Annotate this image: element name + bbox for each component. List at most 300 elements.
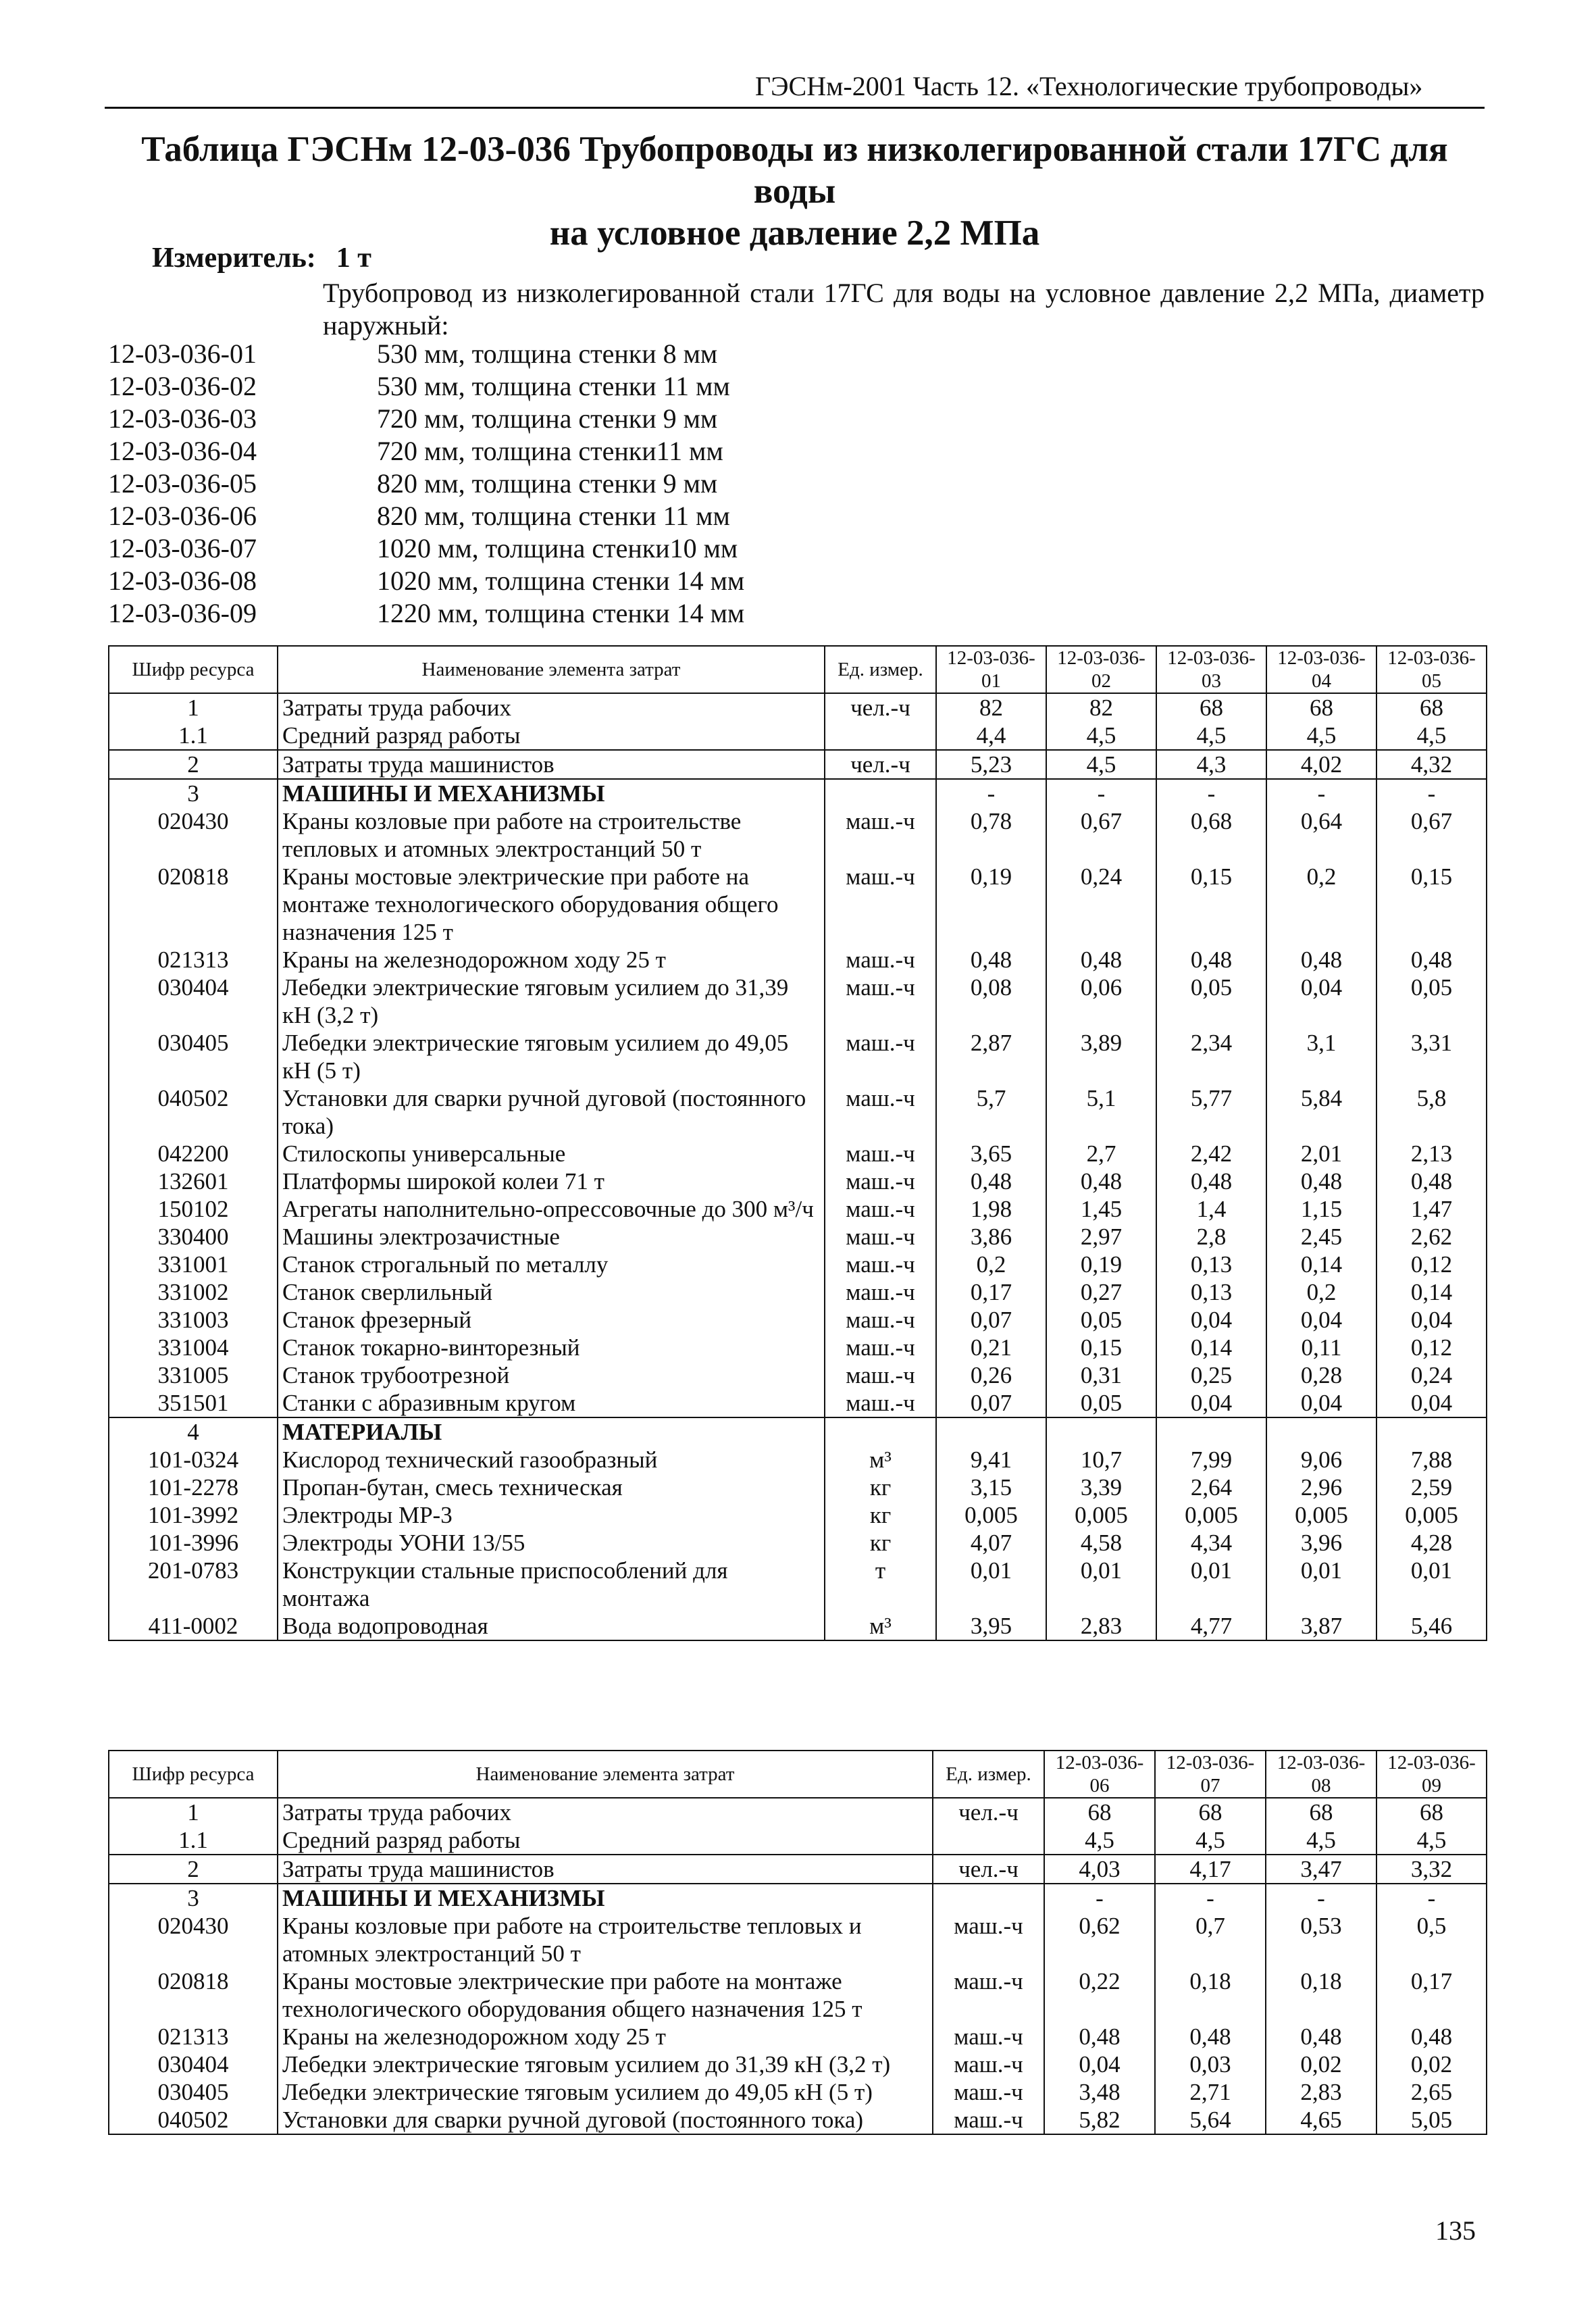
resource-value: 5,46 — [1376, 1612, 1487, 1640]
resource-name: Станок сверлильный — [278, 1278, 825, 1306]
resource-value: 3,89 — [1046, 1029, 1156, 1084]
code-list-item — [108, 403, 744, 435]
resource-value: 4,5 — [1376, 722, 1487, 750]
resource-name: МАШИНЫ И МЕХАНИЗМЫ — [278, 1884, 933, 1912]
header-code: Шифр ресурса — [109, 646, 278, 693]
resource-value: 4,5 — [1266, 1826, 1376, 1855]
table-row — [109, 1474, 1487, 1501]
table-row — [109, 1501, 1487, 1529]
resource-value: 0,2 — [1266, 1278, 1376, 1306]
table-row — [109, 863, 1487, 946]
resource-unit: маш.-ч — [933, 1912, 1044, 1967]
code-list-code: 12-03-036-06 — [108, 501, 257, 531]
table-row — [109, 1529, 1487, 1557]
resource-value: 0,68 — [1156, 807, 1266, 863]
resource-value: 3,86 — [936, 1223, 1046, 1251]
resource-value: 0,005 — [1266, 1501, 1376, 1529]
resource-value: 5,64 — [1155, 2106, 1266, 2134]
measure-value: 1 т — [336, 243, 371, 274]
resource-code: 201-0783 — [109, 1557, 278, 1612]
resource-value: 0,18 — [1266, 1967, 1376, 2023]
resource-value: 0,7 — [1155, 1912, 1266, 1967]
resource-value — [1046, 1417, 1156, 1446]
resource-name: МАТЕРИАЛЫ — [278, 1417, 825, 1446]
resource-value: 4,02 — [1266, 750, 1376, 779]
code-list-text: 1220 мм, толщина стенки 14 мм — [377, 598, 745, 628]
resource-code: 132601 — [109, 1167, 278, 1195]
resource-unit: маш.-ч — [933, 1967, 1044, 2023]
resource-name: Станок трубоотрезной — [278, 1361, 825, 1389]
code-list-text: 820 мм, толщина стенки 11 мм — [377, 501, 730, 531]
resource-value: 4,03 — [1044, 1855, 1155, 1884]
column-header: 12-03-036-09 — [1376, 1751, 1487, 1798]
header-code: Шифр ресурса — [109, 1751, 278, 1798]
resource-value: 5,7 — [936, 1084, 1046, 1140]
table-row — [109, 1223, 1487, 1251]
table-row — [109, 1884, 1487, 1912]
resource-unit: маш.-ч — [825, 1167, 936, 1195]
resource-code: 3 — [109, 779, 278, 807]
resource-value: 2,97 — [1046, 1223, 1156, 1251]
code-list-text: 1020 мм, толщина стенки10 мм — [377, 533, 738, 563]
resource-value: 4,5 — [1155, 1826, 1266, 1855]
resource-value: 2,83 — [1046, 1612, 1156, 1640]
resource-value: 0,25 — [1156, 1361, 1266, 1389]
resource-value: 10,7 — [1046, 1446, 1156, 1474]
resource-value: 4,5 — [1046, 722, 1156, 750]
table-row — [109, 722, 1487, 750]
resource-value: 0,48 — [1376, 2023, 1487, 2051]
resource-unit: маш.-ч — [825, 1195, 936, 1223]
pipeline-description: Трубопровод из низколегированной стали 17ГС для воды на условное давление 2,2 МПа, диаметр наружный: — [323, 278, 1485, 341]
table-row — [109, 2051, 1487, 2078]
resource-code: 330400 — [109, 1223, 278, 1251]
resource-value: 0,19 — [1046, 1251, 1156, 1278]
resource-value: 0,14 — [1156, 1334, 1266, 1361]
resource-code: 042200 — [109, 1140, 278, 1167]
resource-code: 150102 — [109, 1195, 278, 1223]
resource-value: 0,15 — [1046, 1334, 1156, 1361]
column-header: 12-03-036-03 — [1156, 646, 1266, 693]
resource-value: 0,17 — [1376, 1967, 1487, 2023]
code-list-item — [108, 597, 744, 630]
resource-value: 0,26 — [936, 1361, 1046, 1389]
resource-value: - — [1156, 779, 1266, 807]
resource-unit: маш.-ч — [825, 1389, 936, 1417]
resource-code: 021313 — [109, 2023, 278, 2051]
resource-name: Установки для сварки ручной дуговой (постоянного тока) — [278, 1084, 825, 1140]
resource-unit: чел.-ч — [933, 1855, 1044, 1884]
resource-value: 2,64 — [1156, 1474, 1266, 1501]
code-list-code: 12-03-036-07 — [108, 533, 257, 563]
resource-value: 0,01 — [1376, 1557, 1487, 1612]
resource-name: Стилоскопы универсальные — [278, 1140, 825, 1167]
resource-value: 0,48 — [1266, 2023, 1376, 2051]
code-list-text: 720 мм, толщина стенки11 мм — [377, 436, 723, 466]
resource-value: 2,96 — [1266, 1474, 1376, 1501]
resource-unit — [825, 722, 936, 750]
resource-value: 0,48 — [1046, 1167, 1156, 1195]
resource-value: 0,48 — [1266, 1167, 1376, 1195]
resource-code: 020430 — [109, 807, 278, 863]
resource-value: 0,01 — [1156, 1557, 1266, 1612]
resource-unit — [825, 1417, 936, 1446]
resource-unit: чел.-ч — [933, 1798, 1044, 1826]
code-list — [108, 338, 744, 630]
resource-value: 68 — [1155, 1798, 1266, 1826]
resource-code: 030405 — [109, 1029, 278, 1084]
resource-value: 68 — [1376, 693, 1487, 722]
resource-value: 0,12 — [1376, 1251, 1487, 1278]
resource-value: 4,4 — [936, 722, 1046, 750]
table-title — [105, 128, 1485, 254]
table-row — [109, 693, 1487, 722]
resource-code: 101-3992 — [109, 1501, 278, 1529]
resource-value: 68 — [1156, 693, 1266, 722]
measure — [152, 242, 371, 274]
resource-value: - — [1376, 779, 1487, 807]
resource-name: Краны на железнодорожном ходу 25 т — [278, 946, 825, 974]
resource-code: 040502 — [109, 1084, 278, 1140]
resource-name: Пропан-бутан, смесь техническая — [278, 1474, 825, 1501]
resource-value: 0,67 — [1376, 807, 1487, 863]
resource-value: 4,5 — [1376, 1826, 1487, 1855]
resource-code: 101-0324 — [109, 1446, 278, 1474]
resource-value: 0,04 — [1266, 974, 1376, 1029]
code-list-item — [108, 500, 744, 532]
resource-unit: маш.-ч — [825, 1084, 936, 1140]
resource-unit: кг — [825, 1474, 936, 1501]
table-row — [109, 1029, 1487, 1084]
resource-value: 9,06 — [1266, 1446, 1376, 1474]
resource-value: - — [1376, 1884, 1487, 1912]
resource-unit — [933, 1826, 1044, 1855]
resource-value: 0,19 — [936, 863, 1046, 946]
resource-value: 0,04 — [1044, 2051, 1155, 2078]
resource-value: 0,14 — [1266, 1251, 1376, 1278]
resource-value: 2,59 — [1376, 1474, 1487, 1501]
column-header: 12-03-036-04 — [1266, 646, 1376, 693]
resource-value: 0,005 — [1156, 1501, 1266, 1529]
column-header: 12-03-036-06 — [1044, 1751, 1155, 1798]
resource-value: - — [1155, 1884, 1266, 1912]
resource-value: 3,32 — [1376, 1855, 1487, 1884]
resource-value: 0,5 — [1376, 1912, 1487, 1967]
table-row — [109, 1251, 1487, 1278]
resource-value: 9,41 — [936, 1446, 1046, 1474]
resource-value: 2,45 — [1266, 1223, 1376, 1251]
measure-label: Измеритель: — [152, 243, 316, 274]
resource-name: Краны козловые при работе на строительстве тепловых и атомных электростанций 50 т — [278, 1912, 933, 1967]
resource-value: 0,02 — [1376, 2051, 1487, 2078]
resource-unit: м³ — [825, 1446, 936, 1474]
table-row — [109, 1855, 1487, 1884]
resource-value: 4,77 — [1156, 1612, 1266, 1640]
header-name: Наименование элемента затрат — [278, 646, 825, 693]
resource-value: 3,39 — [1046, 1474, 1156, 1501]
resource-unit: кг — [825, 1529, 936, 1557]
resource-name: Электроды УОНИ 13/55 — [278, 1529, 825, 1557]
resource-value: 2,7 — [1046, 1140, 1156, 1167]
resource-value: 0,15 — [1376, 863, 1487, 946]
resource-value — [1266, 1417, 1376, 1446]
code-list-text: 530 мм, толщина стенки 11 мм — [377, 371, 730, 401]
resource-value: 0,04 — [1156, 1306, 1266, 1334]
title-line-1: Таблица ГЭСНм 12-03-036 Трубопроводы из низколегированной стали 17ГС для воды — [141, 130, 1448, 211]
table-row — [109, 2078, 1487, 2106]
resource-value: 1,98 — [936, 1195, 1046, 1223]
table-row — [109, 807, 1487, 863]
resource-value: 0,07 — [936, 1306, 1046, 1334]
resource-value: 0,07 — [936, 1389, 1046, 1417]
resource-value: 1,45 — [1046, 1195, 1156, 1223]
resource-value: 0,27 — [1046, 1278, 1156, 1306]
resource-value: 0,24 — [1376, 1361, 1487, 1389]
code-list-text: 1020 мм, толщина стенки 14 мм — [377, 565, 745, 596]
resource-value: 0,05 — [1376, 974, 1487, 1029]
column-header: 12-03-036-05 — [1376, 646, 1487, 693]
resource-unit: маш.-ч — [825, 1334, 936, 1361]
resource-value: 0,2 — [936, 1251, 1046, 1278]
resource-value: - — [936, 779, 1046, 807]
resource-value: 0,02 — [1266, 2051, 1376, 2078]
resource-value: 0,53 — [1266, 1912, 1376, 1967]
resource-value: 0,24 — [1046, 863, 1156, 946]
resource-unit: маш.-ч — [825, 863, 936, 946]
resource-value: 0,48 — [1046, 946, 1156, 974]
table-row — [109, 750, 1487, 779]
resource-value: 0,04 — [1376, 1306, 1487, 1334]
resource-unit: маш.-ч — [825, 807, 936, 863]
resource-table-1 — [108, 645, 1487, 1641]
resource-value: 2,13 — [1376, 1140, 1487, 1167]
resource-value: 0,48 — [1044, 2023, 1155, 2051]
resource-value: 5,1 — [1046, 1084, 1156, 1140]
page-number: 135 — [1435, 2215, 1476, 2246]
table-row — [109, 1967, 1487, 2023]
resource-value: 0,78 — [936, 807, 1046, 863]
resource-value: 82 — [936, 693, 1046, 722]
resource-value: 2,8 — [1156, 1223, 1266, 1251]
resource-value: 0,64 — [1266, 807, 1376, 863]
code-list-item — [108, 532, 744, 565]
resource-value: 3,1 — [1266, 1029, 1376, 1084]
resource-code: 331004 — [109, 1334, 278, 1361]
resource-name: Станок строгальный по металлу — [278, 1251, 825, 1278]
resource-name: Краны козловые при работе на строительстве тепловых и атомных электростанций 50 т — [278, 807, 825, 863]
resource-value: 5,84 — [1266, 1084, 1376, 1140]
resource-value — [936, 1417, 1046, 1446]
table-row — [109, 1334, 1487, 1361]
table-row — [109, 1167, 1487, 1195]
resource-value: 5,82 — [1044, 2106, 1155, 2134]
table-row — [109, 946, 1487, 974]
resource-value: 0,48 — [1266, 946, 1376, 974]
resource-value: 4,17 — [1155, 1855, 1266, 1884]
resource-code: 2 — [109, 750, 278, 779]
resource-name: Агрегаты наполнительно-опрессовочные до 300 м³/ч — [278, 1195, 825, 1223]
code-list-item — [108, 370, 744, 403]
resource-value: 3,31 — [1376, 1029, 1487, 1084]
resource-code: 020430 — [109, 1912, 278, 1967]
resource-value: 0,03 — [1155, 2051, 1266, 2078]
table-row — [109, 1195, 1487, 1223]
table-row — [109, 1798, 1487, 1826]
resource-name: МАШИНЫ И МЕХАНИЗМЫ — [278, 779, 825, 807]
resource-unit: маш.-ч — [825, 1029, 936, 1084]
table-row — [109, 2106, 1487, 2134]
resource-value: 3,96 — [1266, 1529, 1376, 1557]
column-header: 12-03-036-07 — [1155, 1751, 1266, 1798]
resource-code: 020818 — [109, 863, 278, 946]
resource-value: 2,01 — [1266, 1140, 1376, 1167]
code-list-code: 12-03-036-08 — [108, 565, 257, 596]
resource-unit: маш.-ч — [825, 1140, 936, 1167]
resource-code: 040502 — [109, 2106, 278, 2134]
resource-value: 0,05 — [1156, 974, 1266, 1029]
table-row — [109, 1140, 1487, 1167]
table-row — [109, 1446, 1487, 1474]
header-name: Наименование элемента затрат — [278, 1751, 933, 1798]
resource-code: 1 — [109, 693, 278, 722]
code-list-text: 720 мм, толщина стенки 9 мм — [377, 403, 718, 434]
resource-value: 68 — [1044, 1798, 1155, 1826]
resource-name: Вода водопроводная — [278, 1612, 825, 1640]
resource-value: 3,65 — [936, 1140, 1046, 1167]
resource-unit: маш.-ч — [933, 2106, 1044, 2134]
column-header: 12-03-036-02 — [1046, 646, 1156, 693]
resource-value: 4,3 — [1156, 750, 1266, 779]
resource-name: Станок фрезерный — [278, 1306, 825, 1334]
resource-unit: маш.-ч — [825, 1278, 936, 1306]
code-list-code: 12-03-036-09 — [108, 598, 257, 628]
resource-unit: маш.-ч — [933, 2078, 1044, 2106]
resource-value: 0,62 — [1044, 1912, 1155, 1967]
code-list-item — [108, 468, 744, 500]
table-row — [109, 1361, 1487, 1389]
resource-value: 0,15 — [1156, 863, 1266, 946]
resource-value: 0,67 — [1046, 807, 1156, 863]
resource-value: 4,5 — [1044, 1826, 1155, 1855]
resource-value: 0,005 — [936, 1501, 1046, 1529]
table-row — [109, 1084, 1487, 1140]
resource-value: 0,11 — [1266, 1334, 1376, 1361]
resource-value: 3,95 — [936, 1612, 1046, 1640]
resource-value: 7,88 — [1376, 1446, 1487, 1474]
resource-unit: маш.-ч — [825, 974, 936, 1029]
resource-value: 0,04 — [1266, 1389, 1376, 1417]
resource-unit: маш.-ч — [825, 1251, 936, 1278]
resource-unit: маш.-ч — [933, 2023, 1044, 2051]
resource-value: 0,04 — [1156, 1389, 1266, 1417]
resource-value: 0,04 — [1376, 1389, 1487, 1417]
resource-value: 4,65 — [1266, 2106, 1376, 2134]
table-row — [109, 1417, 1487, 1446]
resource-value: 0,2 — [1266, 863, 1376, 946]
table-row — [109, 974, 1487, 1029]
resource-name: Электроды МР-3 — [278, 1501, 825, 1529]
resource-unit: чел.-ч — [825, 693, 936, 722]
resource-unit: чел.-ч — [825, 750, 936, 779]
resource-unit: кг — [825, 1501, 936, 1529]
resource-value: 0,01 — [1046, 1557, 1156, 1612]
resource-name: Краны мостовые электрические при работе на монтаже технологического оборудования общего назначения 125 т — [278, 1967, 933, 2023]
resource-value: 5,23 — [936, 750, 1046, 779]
resource-value: 0,14 — [1376, 1278, 1487, 1306]
resource-code: 331005 — [109, 1361, 278, 1389]
resource-value: 0,12 — [1376, 1334, 1487, 1361]
resource-value: 82 — [1046, 693, 1156, 722]
resource-value: 2,87 — [936, 1029, 1046, 1084]
header-rule — [105, 107, 1485, 109]
resource-value: 0,17 — [936, 1278, 1046, 1306]
resource-value: 2,34 — [1156, 1029, 1266, 1084]
resource-unit: т — [825, 1557, 936, 1612]
resource-code: 331003 — [109, 1306, 278, 1334]
table-row — [109, 2023, 1487, 2051]
resource-value: - — [1266, 1884, 1376, 1912]
resource-value: 68 — [1266, 693, 1376, 722]
resource-value: - — [1046, 779, 1156, 807]
code-list-text: 530 мм, толщина стенки 8 мм — [377, 338, 718, 369]
resource-value: 5,8 — [1376, 1084, 1487, 1140]
resource-name: Станки с абразивным кругом — [278, 1389, 825, 1417]
header-unit: Ед. измер. — [825, 646, 936, 693]
resource-value: 2,71 — [1155, 2078, 1266, 2106]
resource-code: 1.1 — [109, 722, 278, 750]
resource-code: 030404 — [109, 2051, 278, 2078]
resource-value: 0,01 — [936, 1557, 1046, 1612]
resource-unit: маш.-ч — [825, 946, 936, 974]
resource-value: 0,18 — [1155, 1967, 1266, 2023]
resource-code: 030404 — [109, 974, 278, 1029]
resource-code: 4 — [109, 1417, 278, 1446]
resource-unit — [825, 779, 936, 807]
resource-value: 68 — [1266, 1798, 1376, 1826]
resource-code: 3 — [109, 1884, 278, 1912]
resource-value: 0,31 — [1046, 1361, 1156, 1389]
resource-unit: маш.-ч — [825, 1223, 936, 1251]
resource-value: 3,47 — [1266, 1855, 1376, 1884]
resource-value: 0,04 — [1266, 1306, 1376, 1334]
resource-table-2 — [108, 1750, 1487, 2135]
resource-value: 0,005 — [1046, 1501, 1156, 1529]
resource-value: 0,48 — [1156, 1167, 1266, 1195]
resource-value: 0,48 — [1376, 946, 1487, 974]
resource-value: 0,21 — [936, 1334, 1046, 1361]
resource-value: 4,5 — [1156, 722, 1266, 750]
column-header: 12-03-036-08 — [1266, 1751, 1376, 1798]
table-row — [109, 1557, 1487, 1612]
code-list-item — [108, 565, 744, 597]
resource-value: 4,32 — [1376, 750, 1487, 779]
resource-value: 3,87 — [1266, 1612, 1376, 1640]
resource-value: 3,15 — [936, 1474, 1046, 1501]
resource-value: 0,22 — [1044, 1967, 1155, 2023]
resource-value: 1,47 — [1376, 1195, 1487, 1223]
resource-name: Лебедки электрические тяговым усилием до 31,39 кН (3,2 т) — [278, 974, 825, 1029]
table-row — [109, 1912, 1487, 1967]
resource-value: 0,13 — [1156, 1251, 1266, 1278]
resource-value — [1156, 1417, 1266, 1446]
title-line-2: на условное давление 2,2 МПа — [549, 213, 1040, 253]
resource-value: 5,05 — [1376, 2106, 1487, 2134]
header-unit: Ед. измер. — [933, 1751, 1044, 1798]
resource-name: Машины электрозачистные — [278, 1223, 825, 1251]
code-list-code: 12-03-036-01 — [108, 338, 257, 369]
resource-value: 0,01 — [1266, 1557, 1376, 1612]
resource-code: 331002 — [109, 1278, 278, 1306]
